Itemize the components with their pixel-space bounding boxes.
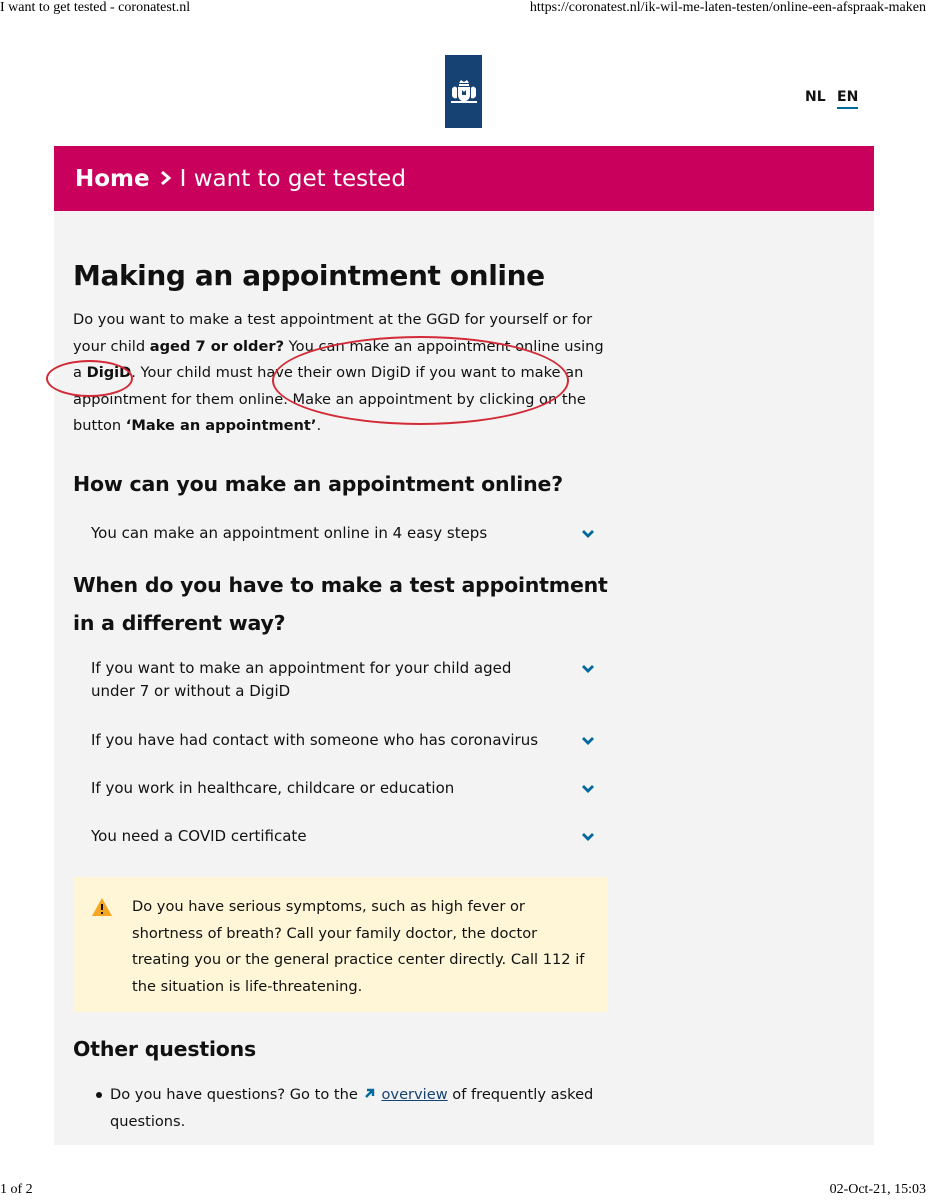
chevron-down-icon [581, 832, 595, 842]
breadcrumb-home-link[interactable]: Home [75, 165, 150, 192]
chevron-down-icon [581, 784, 595, 794]
accordion-item-contact[interactable]: If you have had contact with someone who has coronavirus [91, 729, 601, 752]
heading-how: How can you make an appointment online? [73, 472, 563, 496]
chevron-down-icon [581, 529, 595, 539]
warning-icon [91, 897, 113, 917]
external-link-arrow-icon [363, 1087, 376, 1100]
language-nl-link[interactable]: NL [805, 89, 826, 105]
print-header-url: https://coronatest.nl/ik-wil-me-laten-testen/online-een-afspraak-maken [529, 0, 926, 15]
accordion-item-healthcare[interactable]: If you work in healthcare, childcare or education [91, 777, 601, 800]
chevron-right-icon [160, 167, 172, 191]
annotation-circle-own-digid [272, 336, 569, 425]
chevron-down-icon [581, 664, 595, 674]
heading-other-questions: Other questions [73, 1037, 257, 1061]
list-item: Do you have questions? Go to the overview of frequently asked questions. [90, 1081, 610, 1135]
print-header-title: I want to get tested - coronatest.nl [0, 0, 191, 15]
language-en-link[interactable]: EN [837, 89, 858, 109]
accordion-item-covid-certificate[interactable]: You need a COVID certificate [91, 825, 601, 848]
chevron-down-icon [581, 736, 595, 746]
rijksoverheid-logo-icon[interactable] [445, 55, 482, 128]
print-footer-datetime: 02-Oct-21, 15:03 [829, 1182, 926, 1197]
warning-alert [73, 877, 608, 1012]
breadcrumb-current: I want to get tested [179, 165, 406, 192]
accordion-item-4-steps[interactable]: You can make an appointment online in 4 easy steps [91, 522, 601, 545]
page-title: Making an appointment online [73, 259, 545, 292]
print-footer-page: 1 of 2 [0, 1182, 33, 1197]
annotation-circle-digid [46, 360, 133, 397]
alert-text: Do you have serious symptoms, such as high fever or shortness of breath? Call your family doctor, the doctor treating you or the general practice center directly. Call 112 if the situation is life-threatening. [132, 898, 585, 995]
breadcrumb [54, 146, 874, 211]
overview-link[interactable]: overview [381, 1086, 448, 1103]
accordion-item-child-under-7[interactable]: If you want to make an appointment for your child aged under 7 or without a DigiD [91, 657, 541, 703]
bullet-dot [96, 1092, 102, 1098]
intro-paragraph: Do you want to make a test appointment at the GGD for yourself or for your child aged 7 or older? You can make an appointment online using a DigiD. Your child must have their own DigiD if you want to make an appointment for them online. Make an appointment by clicking on the button ‘Make an appointment’. [73, 311, 604, 434]
heading-different-way: When do you have to make a test appointment in a different way? [73, 573, 608, 635]
